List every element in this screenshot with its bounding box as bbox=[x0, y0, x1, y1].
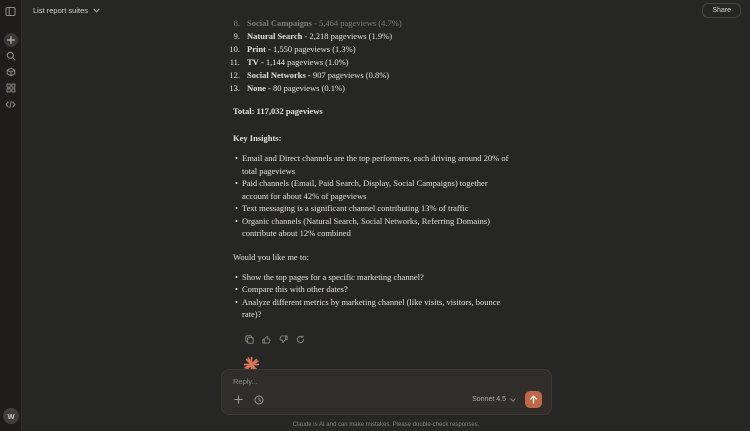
copy-icon[interactable] bbox=[244, 334, 255, 345]
history-clock-icon[interactable] bbox=[253, 394, 264, 405]
panel-toggle-icon[interactable] bbox=[5, 5, 17, 17]
attach-plus-icon[interactable] bbox=[233, 394, 244, 405]
projects-box-icon[interactable] bbox=[5, 66, 17, 78]
message-action-row bbox=[244, 334, 553, 345]
channel-list-item: 9. Natural Search - 2,218 pageviews (1.9%) bbox=[233, 31, 393, 41]
code-icon[interactable] bbox=[5, 98, 17, 110]
model-selector[interactable] bbox=[472, 396, 516, 403]
new-chat-plus-icon[interactable] bbox=[4, 33, 18, 47]
thumbs-up-icon[interactable] bbox=[261, 334, 272, 345]
model-label: Sonnet 4.5 bbox=[472, 396, 506, 403]
bullet-item: • Paid channels (Email, Paid Search, Display, Social Campaigns) together account for about 42% of pageviews bbox=[235, 178, 488, 201]
reply-composer[interactable] bbox=[221, 369, 552, 415]
sidebar bbox=[0, 0, 22, 431]
user-avatar[interactable]: W bbox=[3, 408, 19, 424]
report-suites-label: List report suites bbox=[33, 6, 89, 15]
channel-list-item: 11. TV - 1,144 pageviews (1.0%) bbox=[229, 57, 349, 67]
channel-ranked-list bbox=[229, 17, 553, 95]
bullet-item: • Analyze different metrics by marketing channel (like visits, visitors, bounce rate)? bbox=[235, 296, 501, 319]
bullet-item: • Organic channels (Natural Search, Social Networks, Referring Domains) contribute about 12% combined bbox=[235, 215, 490, 238]
apps-grid-icon[interactable] bbox=[5, 82, 17, 94]
bullet-item: • Text messaging is a significant channel contributing 13% of traffic bbox=[235, 203, 469, 213]
key-insights-heading: Key Insights: bbox=[233, 133, 282, 143]
send-button[interactable] bbox=[525, 391, 542, 408]
channel-list-item: 8. Social Campaigns - 5,464 pageviews (4.7%) bbox=[233, 18, 402, 28]
total-pageviews-line: Total: 117,032 pageviews bbox=[233, 106, 323, 116]
send-arrow-icon bbox=[529, 395, 538, 404]
chevron-down-icon bbox=[510, 398, 516, 402]
followup-options-list bbox=[233, 271, 553, 321]
retry-icon[interactable] bbox=[295, 334, 306, 345]
disclaimer-text: Claude is AI and can make mistakes. Please double-check responses. bbox=[292, 422, 480, 428]
bullet-item: • Email and Direct channels are the top performers, each driving around 20% of total pageviews bbox=[235, 153, 509, 176]
chevron-down-icon bbox=[93, 8, 100, 13]
report-suites-selector[interactable] bbox=[33, 4, 100, 17]
share-button[interactable]: Share bbox=[702, 3, 741, 18]
channel-list-item: 12. Social Networks - 907 pageviews (0.8%) bbox=[229, 70, 390, 80]
thumbs-down-icon[interactable] bbox=[278, 334, 289, 345]
search-icon[interactable] bbox=[5, 50, 17, 62]
key-insights-list bbox=[233, 152, 553, 240]
assistant-message bbox=[221, 0, 553, 375]
channel-list-item: 10. Print - 1,550 pageviews (1.3%) bbox=[229, 44, 356, 54]
bullet-item: • Compare this with other dates? bbox=[235, 284, 348, 294]
followup-prompt: Would you like me to: bbox=[233, 251, 309, 262]
channel-list-item: 13. None - 80 pageviews (0.1%) bbox=[229, 83, 345, 93]
bullet-item: • Show the top pages for a specific marketing channel? bbox=[235, 271, 424, 282]
reply-input[interactable] bbox=[233, 377, 542, 386]
